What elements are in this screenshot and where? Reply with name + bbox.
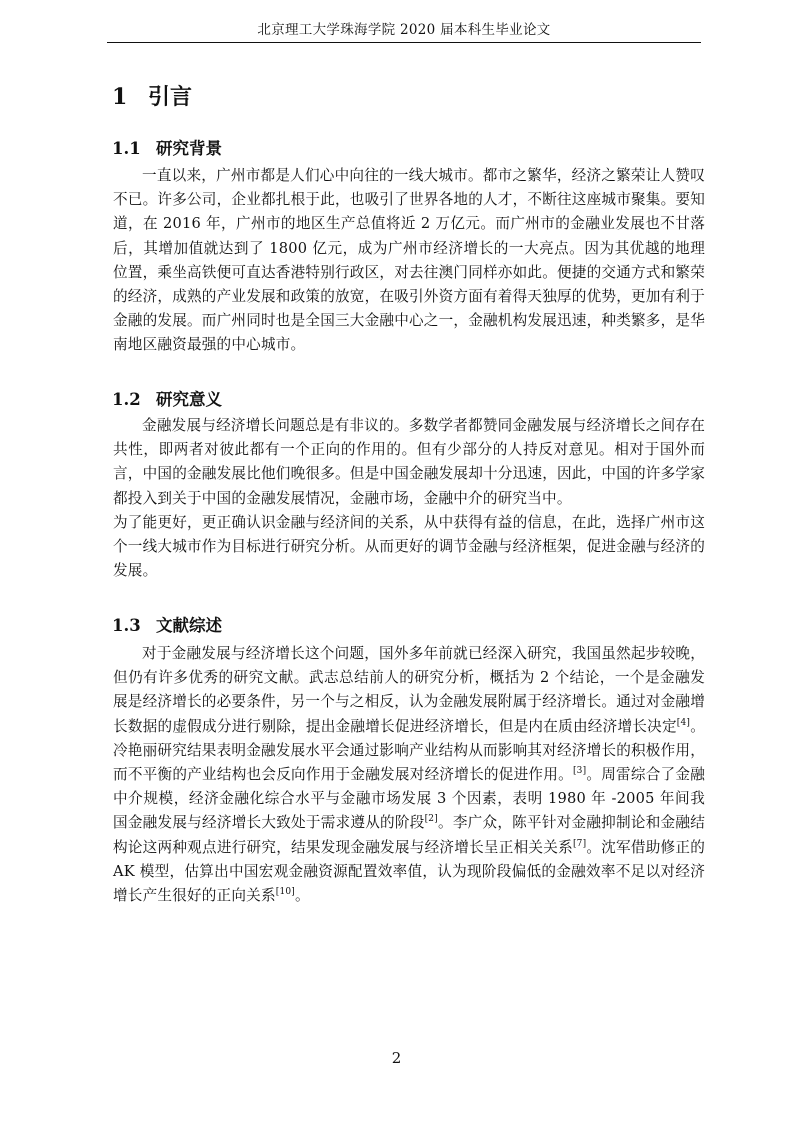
section-1-1-body [113,164,705,358]
section-number: 1.3 [112,616,141,635]
chapter-title: 引言 [148,84,193,110]
chapter-heading [112,80,192,111]
header-rule [107,42,701,43]
section-title: 研究意义 [156,390,222,409]
section-1-3-body [113,642,705,908]
page-number: 2 [391,1049,402,1067]
section-title: 文献综述 [156,616,222,635]
paragraph: 一直以来，广州市都是人们心中向往的一线大城市。都市之繁华，经济之繁荣让人赞叹不已。许多公司，企业都扎根于此，也吸引了世界各地的人才，不断往这座城市聚集。要知道，在 2016 年，广州市的地区生产总值将近 2 万亿元。而广州市的金融业发展也不甘落后，其增加值就达到了 1800 亿元，成为广州市经济增长的一大亮点。因为其优越的地理位置，乘坐高铁便可直达香港特别行政区，对去往澳门同样亦如此。便捷的交通方式和繁荣的经济，成熟的产业发展和政策的放宽，在吸引外资方面有着得天独厚的优势，更加有利于金融的发展。而广州同时也是全国三大金融中心之一，金融机构发展迅速，种类繁多，是华南地区融资最强的中心城市。 [113,167,705,354]
running-header: 北京理工大学珠海学院 2020 届本科生毕业论文 [257,22,551,38]
text-run: 对于金融发展与经济增长这个问题，国外多年前就已经深入研究，我国虽然起步较晚，但仍有许多优秀的研究文献。武志总结前人的研究分析，概括为 2 个结论，一个是金融发展是经济增长的必要条件，另一个与之相反，认为金融发展附属于经济增长。通过对金融增长数据的虚假成分进行剔除，提出金融增长促进经济增长，但是内在质由经济增长决定 [113,645,705,735]
text-run: 。 [295,887,310,905]
section-heading-1-3 [112,612,222,636]
section-number: 1.2 [112,390,141,409]
section-1-2-body [113,414,705,583]
text-run: 。沈军借助修正的 AK 模型，估算出中国宏观金融资源配置效率值，认为现阶段偏低的金融效率不足以对经济增长产生很好的正向关系 [113,838,706,905]
chapter-number: 1 [112,84,128,110]
section-number: 1.1 [112,139,141,158]
citation: [2] [424,814,438,825]
paragraph: 金融发展与经济增长问题总是有非议的。多数学者都赞同金融发展与经济增长之间存在共性，即两者对彼此都有一个正向的作用的。但有少部分的人持反对意见。相对于国外而言，中国的金融发展比他们晚很多。但是中国金融发展却十分迅速，因此，中国的许多学家都投入到关于中国的金融发展情况，金融市场，金融中介的研究当中。 [113,417,705,507]
text-run: 。冷艳丽研究结果表明金融发展水平会通过影响产业结构从而影响其对经济增长的积极作用，而不平衡的产业结构也会反向作用于金融发展对经济增长的促进作用。 [113,717,705,784]
section-heading-1-2 [112,386,222,410]
citation: [4] [676,717,691,728]
paragraph [113,642,705,908]
citation: [7] [572,838,587,849]
paragraph: 为了能更好，更正确认识金融与经济间的关系，从中获得有益的信息，在此，选择广州市这个一线大城市作为目标进行研究分析。从而更好的调节金融与经济框架，促进金融与经济的发展。 [113,513,705,580]
section-heading-1-1 [112,135,222,159]
citation: [3] [572,766,587,777]
section-title: 研究背景 [156,139,222,158]
text-run: 。周雷综合了金融中介规模，经济金融化综合水平与金融市场发展 3 个因素，表明 1980 年 -2005 年间我国金融发展与经济增长大致处于需求遵从的阶段 [113,766,706,832]
citation: [10] [275,887,296,898]
text-run: 。李广众，陈平针对金融抑制论和金融结构论这两种观点进行研究，结果发现金融发展与经济增长呈正相关关系 [113,814,705,856]
